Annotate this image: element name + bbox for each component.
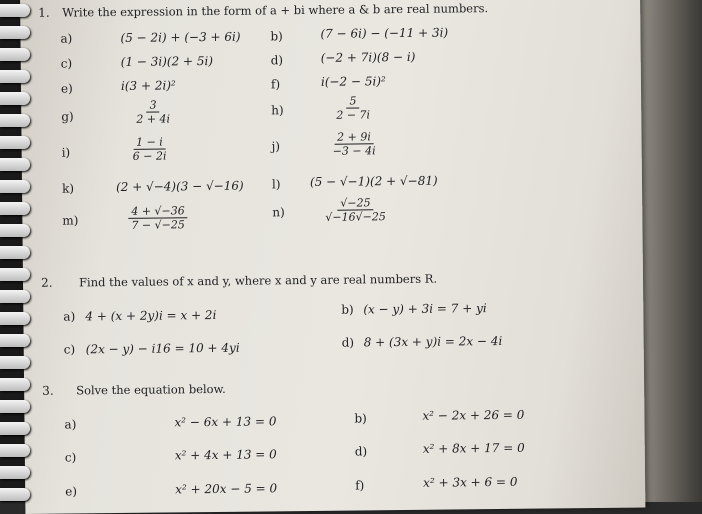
denominator: √−16√−25 <box>325 210 386 224</box>
denominator: 6 − 2i <box>132 149 167 163</box>
q2-expression: 4 + (x + 2y)i = x + 2i <box>85 307 217 324</box>
binder-ring <box>0 26 30 39</box>
numerator: 2 + 9i <box>334 130 374 144</box>
q3-label: d) <box>354 444 368 459</box>
binder-ring <box>0 158 30 171</box>
q1-fraction <box>129 135 169 162</box>
binder-ring <box>0 378 30 391</box>
numerator: 5 <box>346 94 359 108</box>
q1-number: 1. <box>38 5 50 20</box>
binder-ring <box>0 488 30 501</box>
q1-label: a) <box>60 31 73 46</box>
q1-expression: (2 + √−4)(3 − √−16) <box>115 178 244 195</box>
numerator: 1 − i <box>133 135 166 149</box>
q1-label: j) <box>271 139 281 154</box>
denominator: 7 − √−25 <box>131 218 185 232</box>
q3-equation: x² + 4x + 13 = 0 <box>174 447 277 463</box>
q1-expression: (5 − 2i) + (−3 + 6i) <box>120 29 241 45</box>
binder-ring <box>0 180 30 193</box>
binder-ring <box>0 70 30 83</box>
worksheet-page <box>20 0 645 514</box>
binder-ring <box>0 92 30 105</box>
binder-ring <box>0 224 30 237</box>
q1-fraction <box>128 204 188 232</box>
binder-ring <box>0 136 30 149</box>
q2-label: d) <box>341 335 355 350</box>
binder-ring <box>0 356 30 369</box>
q3-equation: x² + 3x + 6 = 0 <box>423 474 518 490</box>
q3-equation: x² − 2x + 26 = 0 <box>422 407 525 423</box>
q1-label: g) <box>61 109 74 124</box>
binder-ring <box>0 466 30 479</box>
q1-label: i) <box>61 145 71 160</box>
q3-equation: x² + 8x + 17 = 0 <box>422 440 525 456</box>
q1-expression: i(−2 − 5i)² <box>320 74 386 89</box>
binder-ring <box>0 290 30 303</box>
q3-equation: x² − 6x + 13 = 0 <box>174 414 277 430</box>
q3-equation: x² + 20x − 5 = 0 <box>175 481 278 497</box>
binder-ring <box>0 202 30 215</box>
binder-ring <box>0 4 30 17</box>
binder-ring <box>0 114 30 127</box>
denominator: 2 − 7i <box>336 108 371 122</box>
q1-fraction <box>329 130 378 158</box>
q3-instruction: Solve the equation below. <box>76 381 226 398</box>
numerator: √−25 <box>337 196 373 210</box>
q3-label: b) <box>354 411 367 426</box>
numerator: 3 <box>146 99 159 113</box>
binder-ring <box>0 334 30 347</box>
q1-label: d) <box>270 53 284 68</box>
q1-expression: i(3 + 2i)² <box>120 78 176 93</box>
q1-expression: (7 − 6i) − (−11 + 3i) <box>320 25 449 41</box>
q1-label: k) <box>61 181 75 196</box>
q2-label: b) <box>341 302 354 317</box>
q1-expression: (5 − √−1)(2 + √−81) <box>309 173 438 189</box>
binder-ring <box>0 312 30 325</box>
q3-label: a) <box>64 417 77 432</box>
q1-fraction <box>333 94 373 121</box>
q3-label: c) <box>64 450 77 465</box>
q3-number: 3. <box>42 383 54 398</box>
q3-label: f) <box>355 478 365 493</box>
binder-ring <box>0 400 30 413</box>
q1-fraction <box>133 98 173 125</box>
q1-expression: (−2 + 7i)(8 − i) <box>320 49 416 65</box>
q1-label: b) <box>270 29 283 44</box>
q1-label: c) <box>60 56 73 71</box>
binder-ring <box>0 246 30 259</box>
binder-ring <box>0 48 30 61</box>
denominator: −3 − 4i <box>332 144 376 158</box>
q3-label: e) <box>65 484 78 499</box>
q1-label: n) <box>272 205 285 220</box>
q1-instruction: Write the expression in the form of a + bi where a & b are real numbers. <box>62 1 489 20</box>
binder-ring <box>0 422 30 435</box>
q2-expression: 8 + (3x + y)i = 2x − 4i <box>363 333 503 350</box>
q1-label: f) <box>270 77 281 92</box>
q1-label: m) <box>62 213 79 228</box>
numerator: 4 + √−36 <box>128 204 188 219</box>
q1-label: h) <box>271 103 284 118</box>
denominator: 2 + 4i <box>136 112 171 126</box>
q1-expression: (1 − 3i)(2 + 5i) <box>120 53 214 69</box>
q2-number: 2. <box>40 275 53 290</box>
q1-label: l) <box>271 177 281 192</box>
q2-expression: (x − y) + 3i = 7 + yi <box>363 301 487 317</box>
q1-fraction <box>322 196 389 224</box>
q1-label: e) <box>60 81 73 96</box>
binder-ring <box>0 444 30 457</box>
q2-expression: (2x − y) − i16 = 10 + 4yi <box>85 340 240 357</box>
q2-instruction: Find the values of x and y, where x and y are real numbers R. <box>78 271 438 290</box>
q2-label: c) <box>63 342 76 357</box>
binder-ring <box>0 268 30 281</box>
q2-label: a) <box>63 309 76 324</box>
